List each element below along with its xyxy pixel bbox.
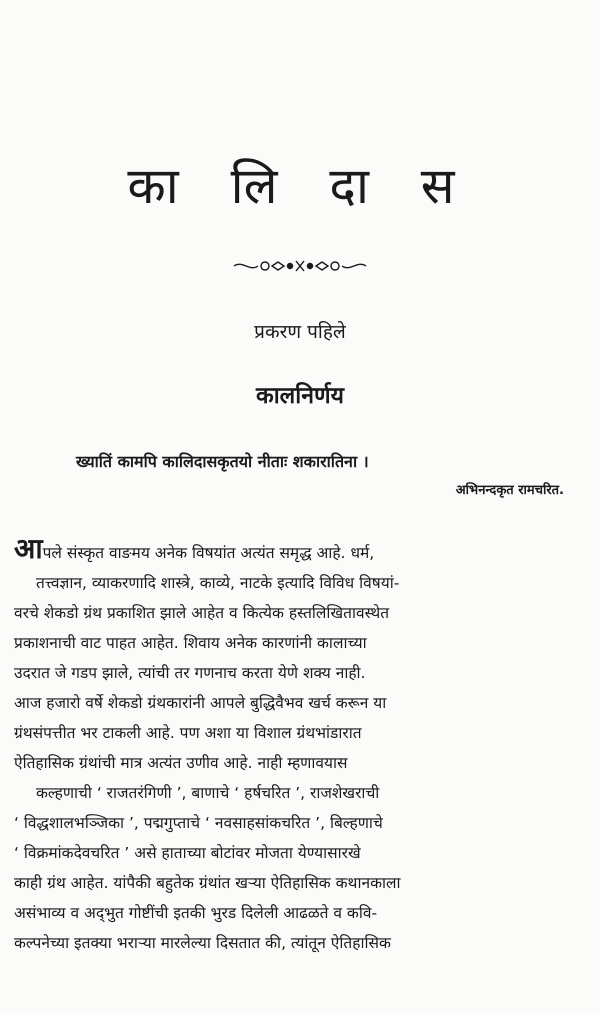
body-line: ‘ विक्रमांकदेवचरित ’ असे हाताच्या बोटांवर मोजता येण्यासारखे — [14, 844, 361, 862]
decorative-ornament-icon — [232, 257, 368, 275]
body-line: कल्पनेच्या इतक्या भराऱ्या मारलेल्या दिसतात की, त्यांतून ऐतिहासिक — [14, 934, 391, 952]
body-line: प्रकाशनाची वाट पाहत आहेत. शिवाय अनेक कारणांनी कालाच्या — [14, 634, 367, 652]
body-line — [14, 538, 586, 568]
body-line: काही ग्रंथ आहेत. यांपैकी बहुतेक ग्रंथांत खऱ्या ऐतिहासिक कथानकाला — [14, 874, 401, 892]
epigraph-attribution: अभिनन्दकृत रामचरित. — [455, 483, 564, 498]
body-text — [14, 538, 586, 958]
chapter-label: प्रकरण पहिले — [254, 321, 346, 343]
body-line: आज हजारो वर्षे शेकडो ग्रंथकारांनी आपले बुद्धिवैभव खर्च करून या — [14, 694, 387, 712]
body-line: असंभाव्य व अद्‌भुत गोष्टींची इतकी भुरड दिलेली आढळते व कवि- — [14, 904, 378, 922]
body-line: कल्हणाची ‘ राजतरंगिणी ’, बाणाचे ‘ हर्षचरित ’, राजशेखराची — [36, 784, 380, 802]
body-line: ग्रंथसंपत्तीत भर टाकली आहे. पण अशा या विशाल ग्रंथभांडारात — [14, 724, 362, 742]
body-line: उदरात जे गडप झाले, त्यांची तर गणनाच करता येणे शक्य नाही. — [14, 664, 366, 682]
drop-cap: आ — [14, 538, 43, 565]
ornament-divider — [0, 257, 600, 279]
body-line: वरचे शेकडो ग्रंथ प्रकाशित झाले आहेत व कित्येक हस्तलिखितावस्थेत — [14, 604, 390, 622]
book-title: का लि दा स — [127, 157, 473, 215]
chapter-title: कालनिर्णय — [256, 383, 344, 409]
body-line: ऐतिहासिक ग्रंथांची मात्र अत्यंत उणीव आहे. नाही म्हणावयास — [14, 754, 348, 772]
body-line-text: पले संस्कृत वाङमय अनेक विषयांत अत्यंत समृद्ध आहे. धर्म, — [42, 544, 375, 562]
epigraph-verse: ख्यातिं कामपि कालिदासकृतयो नीताः शकारातिना । — [76, 452, 369, 471]
body-line: तत्त्वज्ञान, व्याकरणादि शास्त्रे, काव्ये, नाटके इत्यादि विविध विषयां- — [36, 574, 400, 592]
body-line: ‘ विद्धशालभञ्जिका ’, पद्मगुप्ताचे ‘ नवसाहसांकचरित ’, बिल्हणाचे — [14, 814, 383, 832]
